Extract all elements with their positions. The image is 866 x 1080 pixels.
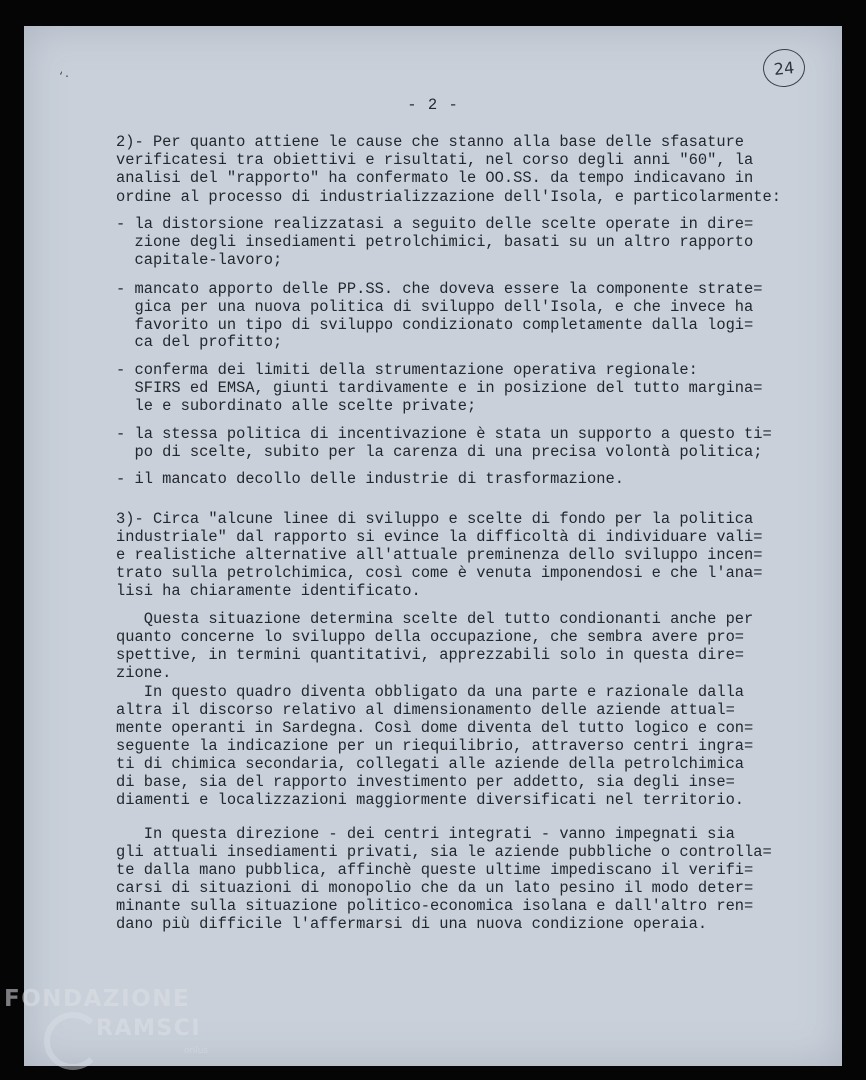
text-line: zione. bbox=[116, 664, 172, 682]
text-line: lisi ha chiaramente identificato. bbox=[116, 582, 421, 600]
watermark-logo bbox=[4, 986, 224, 1072]
text-line: In questo quadro diventa obbligato da una parte e razionale dalla bbox=[116, 683, 745, 701]
text-line: quanto concerne lo sviluppo della occupazione, che sembra avere pro= bbox=[116, 628, 745, 646]
text-line: SFIRS ed EMSA, giunti tardivamente e in posizione del tutto margina= bbox=[116, 379, 763, 397]
text-line: Questa situazione determina scelte del tutto condionanti anche per bbox=[116, 610, 754, 628]
text-line: di base, sia del rapporto investimento per addetto, sia degli inse= bbox=[116, 773, 735, 791]
text-line: favorito un tipo di sviluppo condizionato completamente dalla logi= bbox=[116, 316, 754, 334]
text-line: analisi del "rapporto" ha confermato le OO.SS. da tempo indicavano in bbox=[116, 169, 754, 187]
text-line: zione degli insediamenti petrolchimici, basati su un altro rapporto bbox=[116, 233, 754, 251]
text-line: 2)- Per quanto attiene le cause che stanno alla base delle sfasature bbox=[116, 133, 745, 151]
text-line: carsi di situazioni di monopolio che da un lato pesino il modo deter= bbox=[116, 879, 754, 897]
watermark-text-bottom: RAMSCI bbox=[96, 1016, 202, 1041]
text-line: industriale" dal rapporto si evince la difficoltà di individuare vali= bbox=[116, 528, 763, 546]
watermark-text-small: onlus bbox=[184, 1046, 209, 1056]
text-line: - la stessa politica di incentivazione è stata un supporto a questo ti= bbox=[116, 425, 772, 443]
text-line: - mancato apporto delle PP.SS. che doveva essere la componente strate= bbox=[116, 280, 763, 298]
margin-mark: ‘· bbox=[58, 72, 71, 83]
text-line: te dalla mano pubblica, affinchè queste ultime impediscano il verifi= bbox=[116, 861, 754, 879]
text-line: ti di chimica secondaria, collegati alle aziende della petrolchimica bbox=[116, 755, 745, 773]
text-line: altra il discorso relativo al dimensionamento delle aziende attual= bbox=[116, 701, 735, 719]
text-line: po di scelte, subito per la carenza di una precisa volontà politica; bbox=[116, 443, 763, 461]
text-line: ordine al processo di industrializzazione dell'Isola, e particolarmente: bbox=[116, 188, 781, 206]
watermark-g-icon bbox=[44, 1012, 102, 1070]
page-number: - 2 - bbox=[407, 96, 459, 114]
text-line: e realistiche alternative all'attuale preminenza dello sviluppo incen= bbox=[116, 546, 763, 564]
text-line: gica per una nuova politica di sviluppo dell'Isola, e che invece ha bbox=[116, 298, 754, 316]
text-line: ca del profitto; bbox=[116, 333, 283, 351]
text-line: gli attuali insediamenti privati, sia le aziende pubbliche o controlla= bbox=[116, 843, 772, 861]
text-line: capitale-lavoro; bbox=[116, 251, 283, 269]
text-line: In questa direzione - dei centri integrati - vanno impegnati sia bbox=[116, 825, 735, 843]
text-line: verificatesi tra obiettivi e risultati, nel corso degli anni "60", la bbox=[116, 151, 754, 169]
watermark-text-top: FONDAZIONE bbox=[4, 986, 191, 1012]
text-line: diamenti e localizzazioni maggiormente diversificati nel territorio. bbox=[116, 791, 745, 809]
text-line: minante sulla situazione politico-economica isolana e dall'altro ren= bbox=[116, 897, 754, 915]
text-line: - la distorsione realizzatasi a seguito delle scelte operate in dire= bbox=[116, 215, 754, 233]
text-line: dano più difficile l'affermarsi di una nuova condizione operaia. bbox=[116, 915, 708, 933]
text-line: le e subordinato alle scelte private; bbox=[116, 397, 477, 415]
text-line: mente operanti in Sardegna. Così dome diventa del tutto logico e con= bbox=[116, 719, 754, 737]
text-line: seguente la indicazione per un riequilibrio, attraverso centri ingra= bbox=[116, 737, 754, 755]
text-line: 3)- Circa "alcune linee di sviluppo e scelte di fondo per la politica bbox=[116, 510, 754, 528]
text-line: spettive, in termini quantitativi, apprezzabili solo in questa dire= bbox=[116, 646, 745, 664]
text-line: trato sulla petrolchimica, così come è venuta imponendosi e che l'ana= bbox=[116, 564, 763, 582]
text-line: - il mancato decollo delle industrie di trasformazione. bbox=[116, 470, 624, 488]
page-stamp: 24 bbox=[761, 47, 807, 89]
text-line: - conferma dei limiti della strumentazione operativa regionale: bbox=[116, 361, 698, 379]
